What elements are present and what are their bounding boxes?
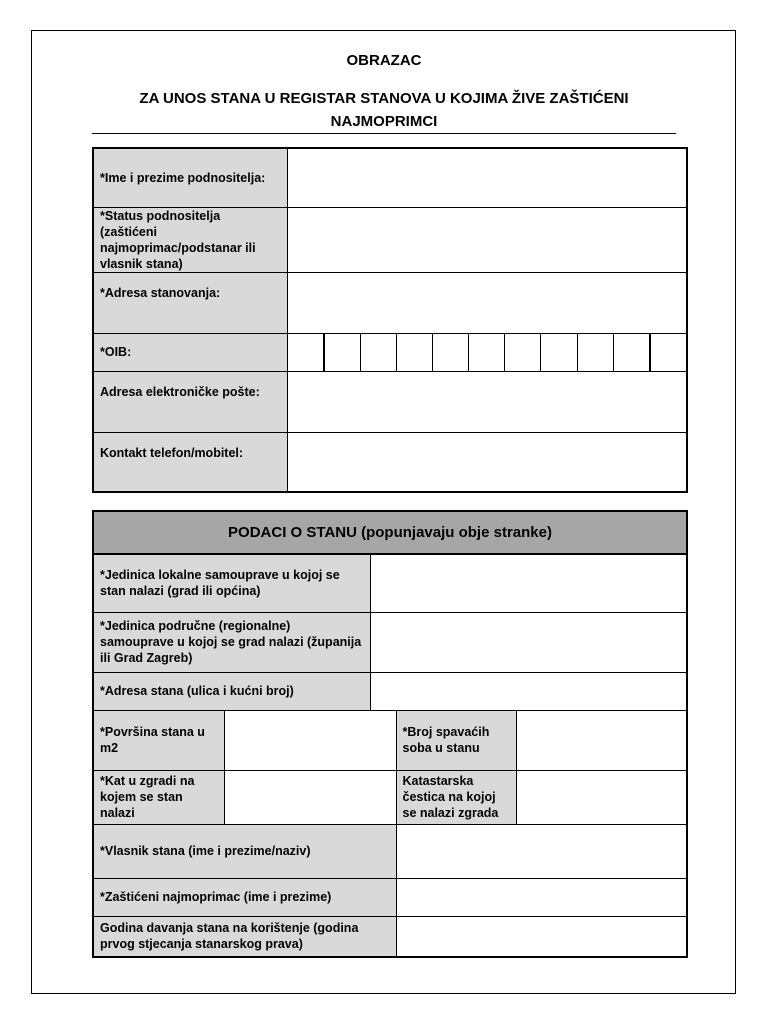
applicant-address-field[interactable] (287, 272, 687, 333)
email-label: Adresa elektroničke pošte: (93, 371, 287, 432)
applicant-address-label: *Adresa stanovanja: (93, 272, 287, 333)
applicant-status-row (93, 207, 687, 272)
applicant-address-row (93, 272, 687, 333)
oib-digit-cell[interactable] (432, 334, 468, 371)
year-row (93, 916, 687, 957)
regional-unit-field[interactable] (370, 612, 687, 672)
oib-digit-cell[interactable] (360, 334, 396, 371)
applicant-name-field[interactable] (287, 148, 687, 207)
applicant-table (92, 147, 688, 493)
area-field[interactable] (224, 710, 396, 770)
oib-digit-cell[interactable] (649, 334, 686, 371)
local-unit-field[interactable] (370, 554, 687, 612)
floor-label: *Kat u zgradi na kojem se stan nalazi (93, 770, 224, 824)
area-label: *Površina stana u m2 (93, 710, 224, 770)
oib-digit-cell[interactable] (468, 334, 504, 371)
form-title: OBRAZAC (346, 52, 422, 69)
apartment-address-row (93, 672, 687, 710)
oib-label: *OIB: (93, 333, 287, 371)
oib-digit-cell[interactable] (540, 334, 576, 371)
bedrooms-field[interactable] (516, 710, 687, 770)
oib-digit-cell[interactable] (323, 334, 360, 371)
email-field[interactable] (287, 371, 687, 432)
oib-digit-cell[interactable] (396, 334, 432, 371)
apartment-address-label: *Adresa stana (ulica i kućni broj) (93, 672, 370, 710)
applicant-name-label: *Ime i prezime podnositelja: (93, 148, 287, 207)
owner-field[interactable] (396, 824, 687, 878)
oib-field[interactable] (287, 333, 687, 371)
form-subtitle: ZA UNOS STANA U REGISTAR STANOVA U KOJIMA ŽIVE ZAŠTIĆENI NAJMOPRIMCI (139, 90, 629, 130)
tenant-row (93, 878, 687, 916)
email-row (93, 371, 687, 432)
applicant-status-label: *Status podnositelja (zaštićeni najmoprimac/podstanar ili vlasnik stana) (93, 207, 287, 272)
floor-field[interactable] (224, 770, 396, 824)
apartment-table (92, 510, 688, 958)
year-field[interactable] (396, 916, 687, 957)
apartment-address-field[interactable] (370, 672, 687, 710)
local-unit-label: *Jedinica lokalne samouprave u kojoj se stan nalazi (grad ili općina) (93, 554, 370, 612)
local-unit-row (93, 554, 687, 612)
phone-field[interactable] (287, 432, 687, 492)
phone-row (93, 432, 687, 492)
area-bedrooms-row (93, 710, 687, 770)
regional-unit-label: *Jedinica područne (regionalne) samouprave u kojoj se grad nalazi (županija ili Grad Zagreb) (93, 612, 370, 672)
owner-row (93, 824, 687, 878)
applicant-name-row (93, 148, 687, 207)
apartment-section-header: PODACI O STANU (popunjavaju obje stranke) (93, 511, 687, 554)
regional-unit-row (93, 612, 687, 672)
applicant-status-field[interactable] (287, 207, 687, 272)
oib-digit-cell[interactable] (504, 334, 540, 371)
phone-label: Kontakt telefon/mobitel: (93, 432, 287, 492)
tenant-label: *Zaštićeni najmoprimac (ime i prezime) (93, 878, 396, 916)
oib-digit-cell[interactable] (577, 334, 613, 371)
bedrooms-label: *Broj spavaćih soba u stanu (396, 710, 516, 770)
floor-cadastral-row (93, 770, 687, 824)
apartment-header-row (93, 511, 687, 554)
oib-digit-cell[interactable] (613, 334, 649, 371)
oib-row (93, 333, 687, 371)
cadastral-field[interactable] (516, 770, 687, 824)
tenant-field[interactable] (396, 878, 687, 916)
oib-digit-cell[interactable] (288, 334, 323, 371)
year-label: Godina davanja stana na korištenje (godina prvog stjecanja stanarskog prava) (93, 916, 396, 957)
owner-label: *Vlasnik stana (ime i prezime/naziv) (93, 824, 396, 878)
title-rule (92, 133, 676, 134)
cadastral-label: Katastarska čestica na kojoj se nalazi zgrada (396, 770, 516, 824)
